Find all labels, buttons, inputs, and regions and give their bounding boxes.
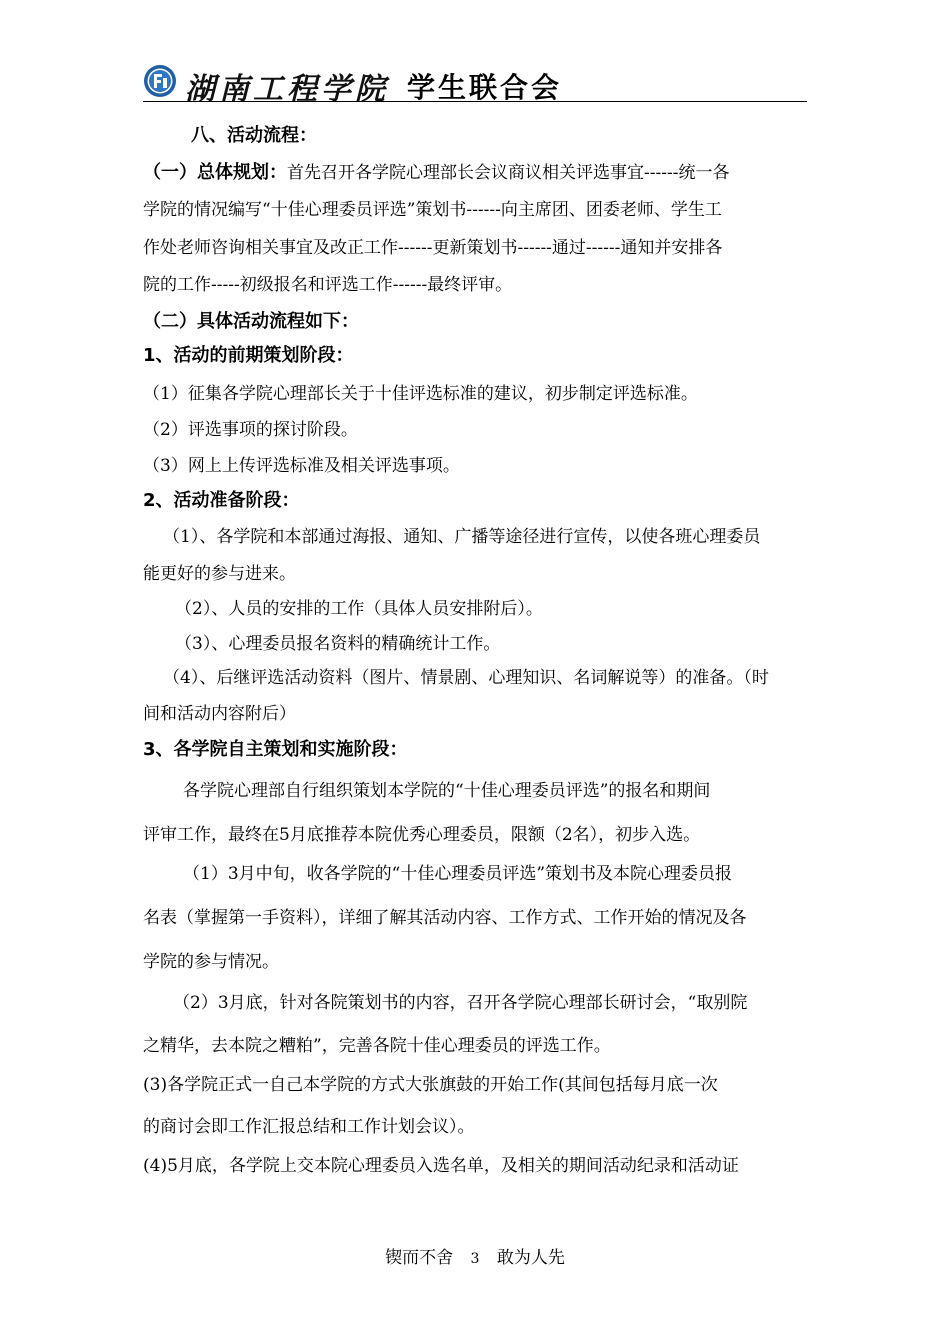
stage1-item-1: （1）征集各学院心理部长关于十佳评选标准的建议，初步制定评选标准。 <box>143 384 698 404</box>
union-name: 学生联合会 <box>407 71 563 104</box>
overall-plan-line-2: 学院的情况编写“十佳心理委员评选”策划书------向主席团、团委老师、学生工 <box>143 200 722 220</box>
stage3-item-4-line-1: (4)5月底，各学院上交本院心理委员入选名单，及相关的期间活动纪录和活动证 <box>143 1156 739 1176</box>
stage3-item-3-line-1: (3)各学院正式一自己本学院的方式大张旗鼓的开始工作(其间包括每月底一次 <box>143 1075 718 1095</box>
stage3-item-1-line-2: 名表（掌握第一手资料），详细了解其活动内容、工作方式、工作开始的情况及各 <box>143 908 747 928</box>
stage3-title: 3、各学院自主策划和实施阶段： <box>143 739 408 760</box>
stage3-intro-line-1: 各学院心理部自行组织策划本学院的“十佳心理委员评选”的报名和期间 <box>183 781 711 801</box>
stage2-item-4-line-2: 间和活动内容附后） <box>143 704 296 724</box>
stage3-intro-line-2: 评审工作，最终在5月底推荐本院优秀心理委员，限额（2名），初步入选。 <box>143 825 701 845</box>
stage2-title: 2、活动准备阶段： <box>143 490 300 511</box>
overall-plan-text: 首先召开各学院心理部长会议商议相关评选事宜------统一各 <box>287 163 730 183</box>
stage2-item-3: （3）、心理委员报名资料的精确统计工作。 <box>175 634 501 654</box>
overall-plan-line-1 <box>143 162 729 184</box>
overall-plan-label: （一）总体规划： <box>143 162 287 183</box>
school-logo-icon <box>143 64 177 98</box>
stage3-item-1-line-1: （1）3月中旬，收各学院的“十佳心理委员评选”策划书及本院心理委员报 <box>183 864 733 884</box>
page-footer <box>0 1243 950 1268</box>
stage3-item-1-line-3: 学院的参与情况。 <box>143 952 279 972</box>
header-divider <box>143 101 807 102</box>
school-name: 湖南工程学院 <box>185 72 389 107</box>
section-title: 八、活动流程： <box>191 125 317 146</box>
stage2-item-1-line-2: 能更好的参与进来。 <box>143 564 296 584</box>
stage3-item-2-line-2: 之精华，去本院之糟粕”，完善各院十佳心理委员的评选工作。 <box>143 1036 611 1056</box>
stage1-item-2: （2）评选事项的探讨阶段。 <box>143 420 358 440</box>
specific-process-title: （二）具体活动流程如下： <box>143 311 359 332</box>
stage1-title: 1、活动的前期策划阶段： <box>143 345 354 366</box>
stage3-item-3-line-2: 的商讨会即工作汇报总结和工作计划会议）。 <box>143 1117 475 1137</box>
stage3-item-2-line-1: （2）3月底，针对各院策划书的内容，召开各学院心理部长研讨会，“取别院 <box>173 993 748 1013</box>
overall-plan-line-3: 作处老师咨询相关事宜及改正工作------更新策划书------通过------通知并安排各 <box>143 238 723 258</box>
stage2-item-1-line-1: （1）、各学院和本部通过海报、通知、广播等途径进行宣传，以使各班心理委员 <box>163 527 761 547</box>
page-header <box>143 62 807 107</box>
overall-plan-line-4: 院的工作-----初级报名和评选工作------最终评审。 <box>143 275 513 295</box>
stage2-item-4-line-1: （4）、后继评选活动资料（图片、情景剧、心理知识、名词解说等）的准备。（时 <box>163 668 769 688</box>
page-number: 3 <box>470 1251 480 1267</box>
stage2-item-2: （2）、人员的安排的工作（具体人员安排附后）。 <box>175 599 543 619</box>
footer-motto-right: 敢为人先 <box>496 1248 565 1268</box>
stage1-item-3: （3）网上上传评选标准及相关评选事项。 <box>143 456 460 476</box>
footer-motto-left: 锲而不舍 <box>385 1248 454 1268</box>
